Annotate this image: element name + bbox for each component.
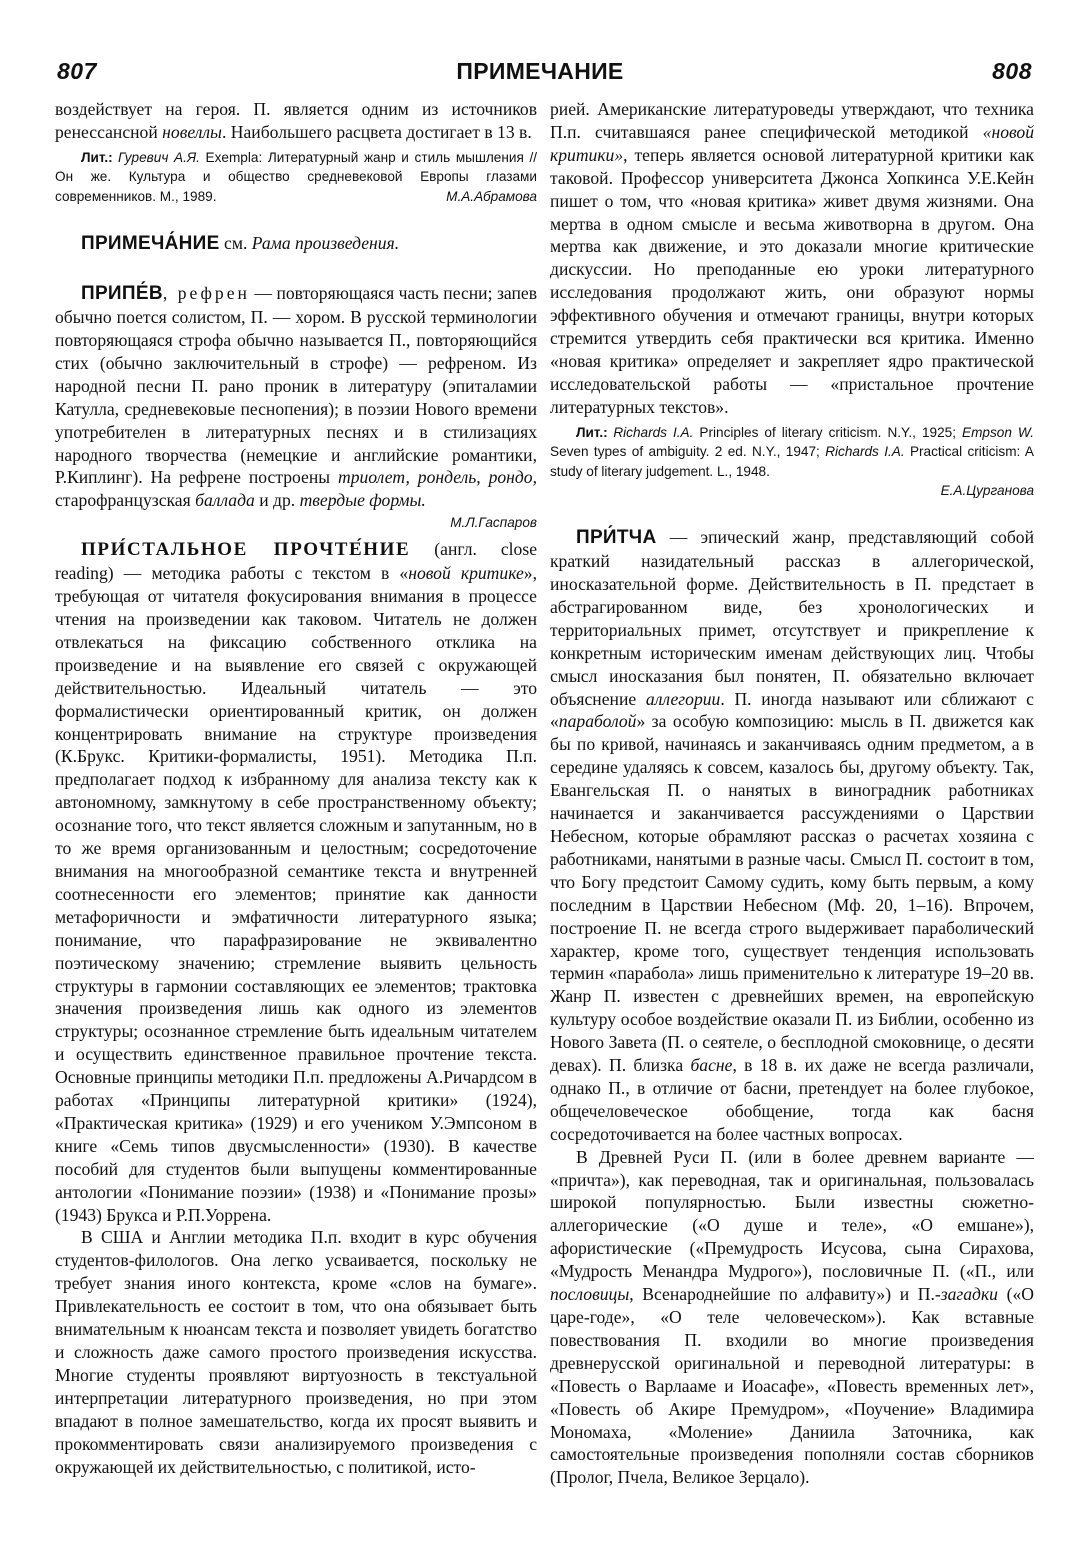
- headword: ПРИПЕ́В: [81, 283, 163, 305]
- text-italic: загадки: [940, 1284, 998, 1305]
- lit-author: Richards I.A.: [825, 444, 905, 460]
- lit-text: Exempla: Литературный жанр и стиль мышления // Он же. Культура и общество средневековой Европы глазами современников. М., 1989.: [55, 149, 538, 204]
- text: рией. Американские литературоведы утверждают, что техника П.п. считавшаяся ранее специфической методикой: [550, 99, 1034, 142]
- page-number-left: 807: [57, 58, 97, 84]
- text: , Всенароднейшие по алфавиту») и П.-: [629, 1284, 941, 1305]
- text: », требующая от читателя фокусирования внимания в процессе чтения на произведении как таковом. Читатель не должен отвлекаться на фиксацию собственного отклика на произведение и на выявление его связей с окружающей действительностью. Идеальный читатель — это формалистически ориентированный критик, он должен концентрировать внимание на структуре произведения (К.Брукс. Критики-формалисты, 1951). Методика П.п. предполагает подход к избранному для анализа тексту как к автономному, замкнутому в себе пространственному объекту; осознание того, что текст является сложным и запутанным, но в то же время организованным и целостным; сосредоточение внимания на многообразной семантике текста и внутренней соотнесенности его элементов; принятие как данности метафоричности и эмфатичности литературного языка; понимание, что парафразирование не эквивалентно поэтическому значению; стремление выявить цельность структуры в гармонии составляющих ее элементов; трактовка значения произведения лишь как одного из элементов структуры; осознанное стремление быть идеальным читателем и осуществить единственное правильное прочтение текста. Основные принципы методики П.п. предложены А.Ричардсом в работах «Принципы литературной критики» (1924), «Практическая критика» (1929) и его учеником У.Эмпсоном в книге «Семь типов двусмысленности» (1930). В качестве пособий для студентов были выпущены комментированные антологии «Понимание поэзии» (1938) и «Понимание прозы» (1943) Брукса и Р.П.Уоррена.: [55, 563, 537, 1225]
- lit-author: Empson W.: [962, 424, 1035, 440]
- author-signature: М.А.Абрамова: [446, 188, 537, 204]
- headword: ПРИ́ТЧА: [576, 527, 657, 549]
- cross-reference: Рама произведения.: [251, 233, 400, 254]
- text: » за особую композицию: мысль в П. движется как бы по кривой, начинаясь и заканчиваясь одним предметом, а в середине удаляясь к совсем, казалось бы, другому объекту. Так, Евангельская П. о нанятых в виноградник работниках начинается и заканчивается рассуждениями о Царствии Небесном, которые обрамляют рассказ о расчетах хозяина с работниками, нанятыми в разные часы. Смысл П. состоит в том, что Богу предстоит Самому судить, кому быть первым, а кому последним в Царствии Небесном (Мф. 20, 1–16). Впрочем, построение П. не всегда строго выдерживает параболический характер, кроме того, существует тенденция использовать термин «парабола» лишь применительно к литературе 19–20 вв. Жанр П. известен с древнейших времен, на европейскую культуру особое воздействие оказали П. из Библии, особенно из Нового Завета (П. о сеятеле, о бесплодной смоковнице, о десяти девах). П. близка: [550, 711, 1034, 1076]
- text-italic: новой критике: [408, 563, 524, 584]
- text: . П. иногда называют или сближают с «: [550, 688, 1034, 732]
- text: В Древней Руси П. (или в более древнем варианте — «причта»), как переводная, так и оригинальная, пользовалась широкой популярностью. Были известны сюжетно-аллегорические («О душе и теле», «О емшане»), афористические («Премудрость Исусова, сына Сирахова, «Мудрость Менандра Мудрого»), пословичные П. («П., или: [550, 1146, 1034, 1282]
- literature-reference: [550, 423, 1034, 482]
- lit-label: Лит.:: [81, 149, 113, 165]
- headword: ПРИ́СТАЛЬНОЕ ПРОЧТЕ́НИЕ: [81, 539, 411, 561]
- headword: ПРИМЕЧА́НИЕ: [81, 233, 220, 255]
- paragraph: В США и Англии методика П.п. входит в курс обучения студентов-филологов. Она легко усваивается, поскольку не требует знания иного контекста, кроме «слов на бумаге». Привлекательность ее состоит в том, что она обязывает быть внимательным к нюансам текста и позволяет увидеть богатство и сложность даже самого простого произведения искусства. Многие студенты проявляют виртуозность в текстуальной интерпретации литературного произведения, но при этом впадают в полное замешательство, когда их просят выявить и прокомментировать связи анализируемого произведения с окружающей их действительностью, с политикой, исто-: [55, 1227, 537, 1477]
- lit-text: Practical criticism: A study of literary judgement. L., 1948.: [550, 444, 1034, 479]
- entry-primechanie: [55, 232, 537, 256]
- text-italic: аллегории: [645, 688, 721, 709]
- text: («О царе-годе», «О теле человеческом»). Как вставные повествования П. входили во многие произведения древнерусской оригинальной и переводной литературы: в «Повесть о Варлааме и Иоасафе», «Повесть временных лет», «Повесть об Акире Премудром», «Поучение» Владимира Мономаха, «Моление» Даниила Заточника, как самостоятельные произведения пополняли состав сборников (Пролог, Пчела, Великое Зерцало).: [550, 1284, 1034, 1488]
- page-number-right: 808: [992, 58, 1032, 84]
- author-signature: М.Л.Гаспаров: [450, 515, 537, 531]
- text: . Наибольшего расцвета достигает в 13 в.: [221, 121, 532, 142]
- lit-author: Richards I.A.: [613, 424, 694, 440]
- lit-label: Лит.:: [576, 424, 608, 440]
- text: , в 18 в. их даже не всегда различали, однако П., в отличие от басни, претендует на более глубокое, общечеловеческое обобщение, тогда как басня сосредоточивается на более частных вопросах.: [550, 1055, 1035, 1144]
- text: — повторяющаяся часть песни; запев обычно поется солистом, П. — хором. В русской терминологии повторяющаяся строфа обычно называется П., повторяющийся стих (обычно заключительный в строфе) — рефреном. Из народной песни П. рано проник в литературу (эпиталамии Катулла, средневековые песнопения); в поэзии Нового времени употребителен в литературных песнях и в стилизациях народного творчества (немецкие и английские романтики, Р.Киплинг). На рефрене построены: [55, 283, 537, 488]
- text-italic: баллада: [195, 490, 255, 511]
- text-italic: параболой: [558, 711, 637, 732]
- text: (англ. close reading) — методика работы с текстом в «: [55, 539, 537, 584]
- page-header: [0, 0, 1080, 100]
- literature-reference: [55, 148, 537, 207]
- entry-pritcha: [550, 526, 1034, 1145]
- continuation-paragraph: [55, 98, 537, 144]
- text-italic: новеллы: [162, 121, 222, 142]
- text-italic: триолет, рондель, рондо,: [338, 467, 537, 488]
- text-italic: твердые формы.: [299, 490, 426, 511]
- paragraph: [550, 1146, 1034, 1490]
- lit-text: Principles of literary criticism. N.Y., 1925;: [693, 424, 963, 440]
- text: и др.: [254, 490, 300, 511]
- text: воздействует на героя. П. является одним из источников ренессансной: [55, 99, 537, 142]
- entry-pristalnoe-prochtenie: [55, 538, 537, 1226]
- author-signature: Е.А.Цурганова: [940, 483, 1034, 499]
- running-title: ПРИМЕЧАНИЕ: [456, 58, 624, 84]
- right-column: [550, 98, 1034, 1489]
- text: — эпический жанр, представляющий собой краткий назидательный рассказ в аллегорической, иносказательной форме. Действительность в П. предстает в абстрагированном виде, без хронологических и территориальных примет, отсутствует и прикрепление к конкретным историческим именам действующих лиц. Чтобы смысл иносказания был понятен, П. обязательно включает объяснение: [550, 527, 1034, 709]
- continuation-paragraph: [550, 98, 1034, 419]
- spaced-term: , рефрен: [162, 283, 250, 304]
- lit-text: Seven types of ambiguity. 2 ed. N.Y., 1947;: [550, 444, 826, 460]
- text-italic: пословицы: [550, 1284, 630, 1305]
- text: старофранцузская: [55, 490, 196, 511]
- entry-pripev: [55, 282, 537, 531]
- left-column: [55, 98, 537, 1478]
- lit-author: Гуревич А.Я.: [117, 149, 200, 165]
- text-italic: басне: [690, 1055, 733, 1076]
- text: см.: [219, 233, 252, 254]
- text: , теперь является основой литературной критики как таковой. Профессор университета Джонса Хопкинса У.Е.Кейн пишет о том, что «новая критика» живет двумя жизнями. Она мертва в одном смысле и весьма животворна в другом. Она мертва как движение, и это доказали многие критические дискуссии. Но преподанные ею уроки литературного исследования продолжают жить, они образуют нормы эффективного обучения и отмечают границы, внутри которых стремится утвердить себя практически вся критика. Именно «новая критика» определяет и закрепляет ядро практической исследовательской работы — «пристальное прочтение литературных текстов».: [550, 144, 1034, 417]
- text-italic: «новой критики»: [550, 121, 1034, 165]
